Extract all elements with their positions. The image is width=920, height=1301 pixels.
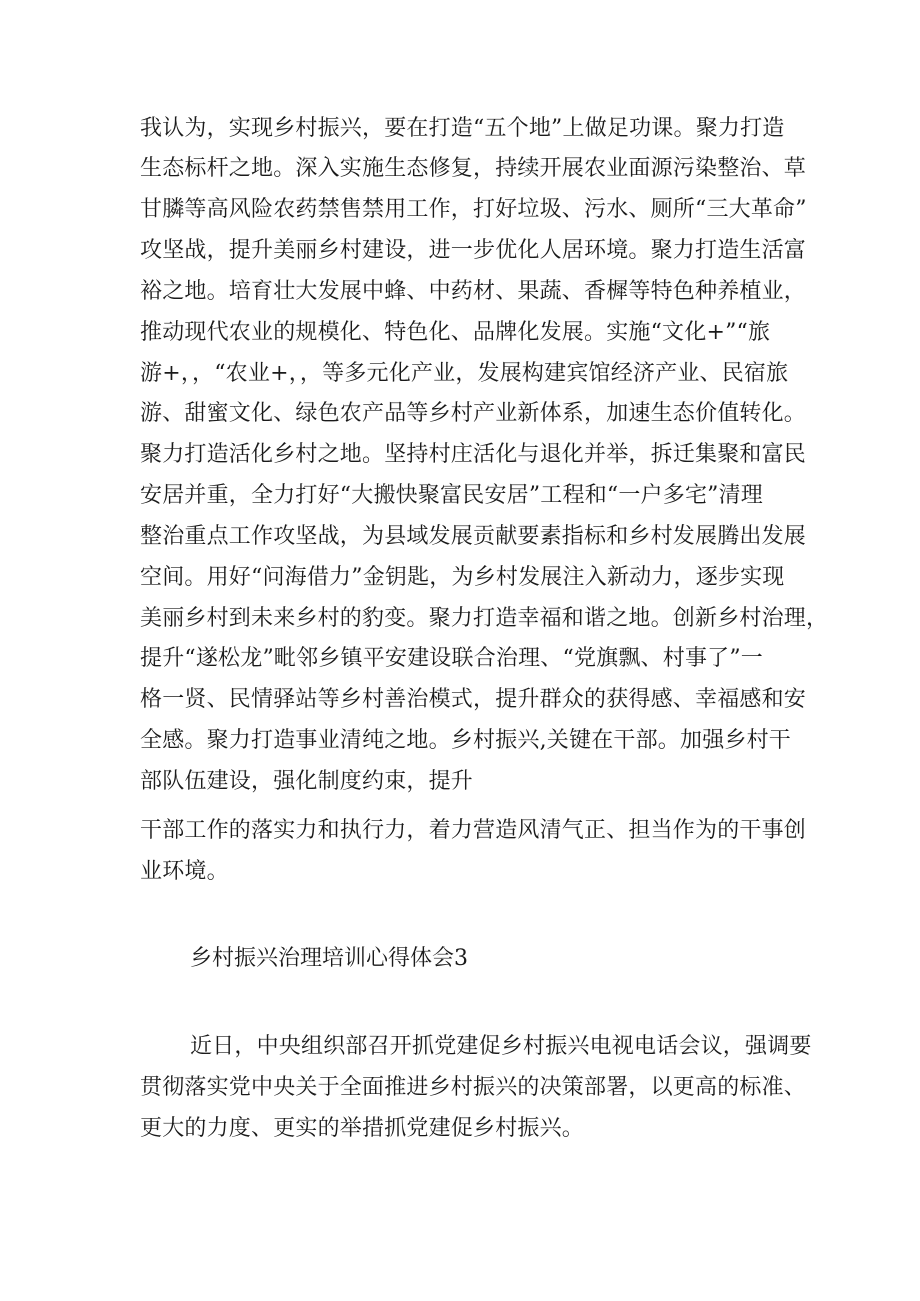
body-line: 整治重点工作攻坚战，为县域发展贡献要素指标和乡村发展腾出发展 bbox=[140, 524, 807, 549]
body-line: 游+，，“农业+，，等多元化产业，发展构建宾馆经济产业、民宿旅 bbox=[140, 361, 789, 386]
body-line: 干部工作的落实力和执行力，着力营造风清气正、担当作为的干事创 bbox=[140, 818, 807, 843]
body-line: 格一贤、民情驿站等乡村善治模式，提升群众的获得感、幸福感和安 bbox=[140, 687, 807, 712]
body-line: 提升“遂松龙”毗邻乡镇平安建设联合治理、“党旗飘、村事了”一 bbox=[140, 646, 763, 671]
body-line: 安居并重，全力打好“大搬快聚富民安居”工程和“一户多宅”清理 bbox=[140, 483, 763, 508]
body-line: 空间。用好“问海借力”金钥匙，为乡村发展注入新动力，逐步实现 bbox=[140, 565, 785, 590]
body-line: 推动现代农业的规模化、特色化、品牌化发展。实施“文化+”“旅 bbox=[140, 320, 771, 345]
body-line: 甘膦等高风险农药禁售禁用工作，打好垃圾、污水、厕所“三大革命” bbox=[140, 197, 807, 222]
body-line: 生态标杆之地。深入实施生态修复，持续开展农业面源污染整治、草 bbox=[140, 156, 807, 181]
intro-line: 近日，中央组织部召开抓党建促乡村振兴电视电话会议，强调要 bbox=[190, 1034, 812, 1059]
body-line: 游、甜蜜文化、绿色农产品等乡村产业新体系，加速生态价值转化。 bbox=[140, 401, 807, 426]
body-line: 部队伍建设，强化制度约束，提升 bbox=[140, 769, 474, 794]
body-line: 聚力打造活化乡村之地。坚持村庄活化与退化并举，拆迁集聚和富民 bbox=[140, 442, 807, 467]
intro-line: 更大的力度、更实的举措抓党建促乡村振兴。 bbox=[140, 1116, 585, 1141]
body-line: 业环境。 bbox=[140, 859, 229, 884]
section-title: 乡村振兴治理培训心得体会3 bbox=[190, 946, 468, 971]
body-line: 全感。聚力打造事业清纯之地。乡村振兴,关键在干部。加强乡村干 bbox=[140, 728, 791, 753]
body-line: 美丽乡村到未来乡村的豹变。聚力打造幸福和谐之地。创新乡村治理， bbox=[140, 606, 829, 631]
intro-line: 贯彻落实党中央关于全面推进乡村振兴的决策部署，以更高的标准、 bbox=[140, 1075, 807, 1100]
body-line: 攻坚战，提升美丽乡村建设，进一步优化人居环境。聚力打造生活富 bbox=[140, 238, 807, 263]
body-line: 我认为，实现乡村振兴，要在打造“五个地”上做足功课。聚力打造 bbox=[140, 116, 785, 141]
body-line: 裕之地。培育壮大发展中蜂、中药材、果蔬、香樨等特色种养植业， bbox=[140, 279, 807, 304]
